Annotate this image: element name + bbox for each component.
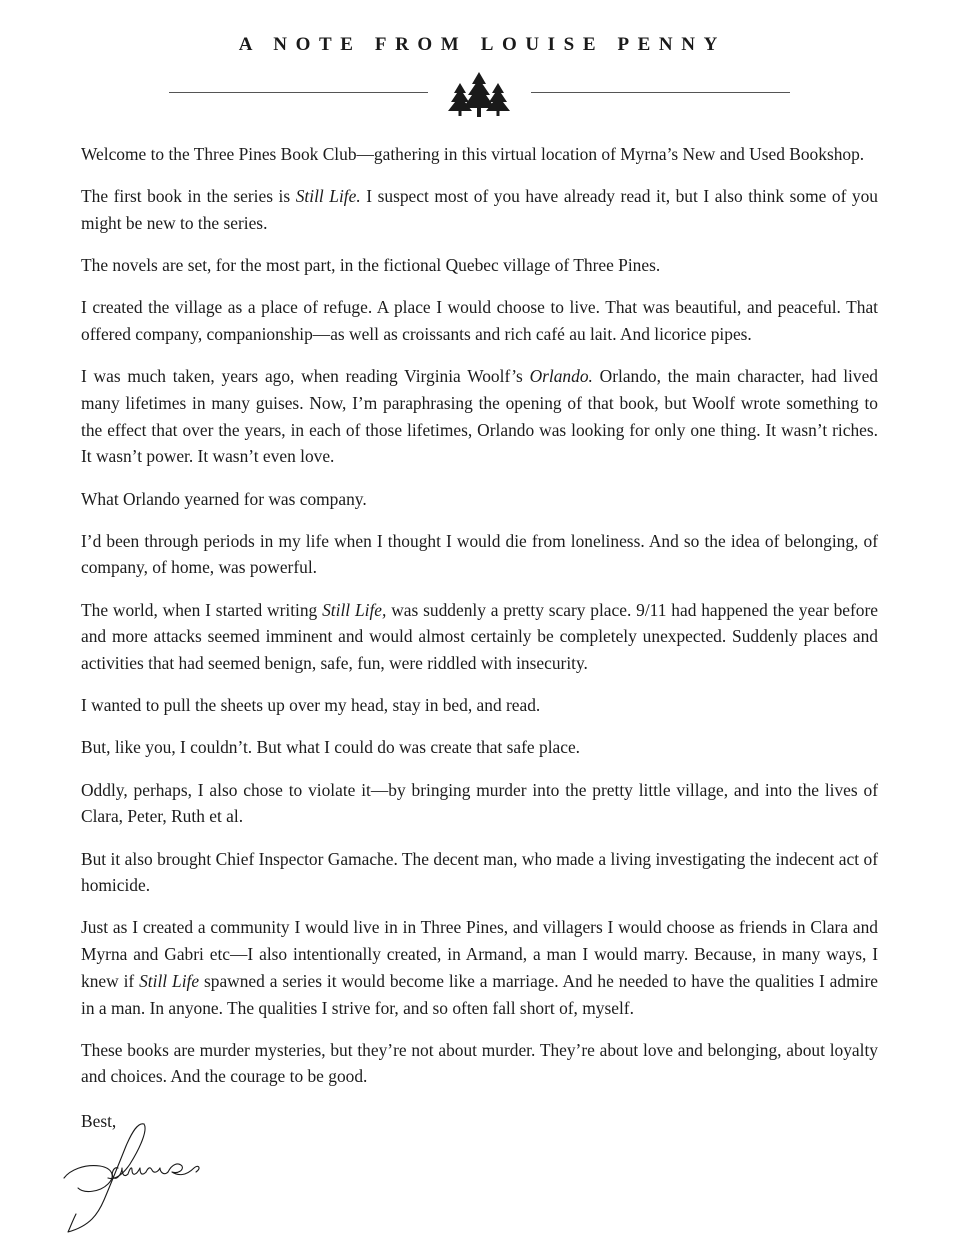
paragraph: These books are murder mysteries, but they’re not about murder. They’re about love and belonging, about loyalty and choices. And the courage to be good. (81, 1039, 878, 1087)
paragraph-text: Just as I created a community I would live in in Three Pines, and villagers I would choose as friends in Clara and Myrna and Gabri etc—I also intentionally created, in Armand, a man I would marry. Because, in many ways, I knew if (81, 917, 878, 991)
left-divider (169, 92, 428, 93)
paragraph: What Orlando yearned for was company. (81, 488, 367, 509)
closing-salutation: Best, (81, 1111, 117, 1131)
paragraph (81, 597, 878, 677)
paragraph: But, like you, I couldn’t. But what I could do was create that safe place. (81, 737, 581, 758)
paragraph: I’d been through periods in my life when I thought I would die from loneliness. And so the idea of belonging, of company, of home, was powerful. (81, 530, 878, 578)
book-title: Orlando. (529, 366, 593, 387)
right-divider (531, 92, 790, 93)
paragraph (81, 183, 878, 236)
paragraph: I wanted to pull the sheets up over my head, stay in bed, and read. (81, 695, 541, 716)
paragraph-text: was suddenly a pretty scary place. 9/11 had happened the year before and more attacks seemed imminent and would almost certainly be completely unexpected. Suddenly places and activities that had seemed benign, safe, fun, were riddled with insecurity. (81, 599, 878, 674)
paragraph-text: The first book in the series is (81, 186, 296, 207)
book-title: Still Life. (295, 186, 361, 207)
page-title: A NOTE FROM LOUISE PENNY (238, 34, 726, 55)
paragraph (81, 363, 878, 470)
paragraph (81, 914, 878, 1021)
book-title: Still Life, (322, 599, 387, 620)
paragraph-text: The world, when I started writing (81, 599, 323, 620)
paragraph-text: Orlando, the main character, had lived many lifetimes in many guises. Now, I’m paraphrasing the opening of that book, but Woolf wrote something to the effect that over the years, in each of those lifetimes, Orlando was looking for only one thing. It wasn’t riches. It wasn’t power. It wasn’t even love. (81, 366, 878, 467)
paragraph: Oddly, perhaps, I also chose to violate it—by bringing murder into the pretty little village, and into the lives of Clara, Peter, Ruth et al. (81, 779, 878, 827)
pine-trees-icon (446, 71, 512, 118)
book-title: Still Life (139, 970, 200, 991)
paragraph: Welcome to the Three Pines Book Club—gathering in this virtual location of Myrna’s New and Used Bookshop. (81, 144, 865, 164)
paragraph-text: I suspect most of you have already read it, but I also think some of you might be new to the series. (81, 186, 879, 233)
paragraph-text: spawned a series it would become like a marriage. And he needed to have the qualities I admire in a man. In anyone. The qualities I strive for, and so often fall short of, myself. (81, 970, 878, 1018)
signature-image (60, 1118, 210, 1236)
paragraph: The novels are set, for the most part, in the fictional Quebec village of Three Pines. (81, 255, 661, 276)
letter-body (81, 141, 878, 1106)
paragraph: But it also brought Chief Inspector Gamache. The decent man, who made a living investigating the indecent act of homicide. (81, 848, 878, 896)
paragraph-text: I was much taken, years ago, when reading Virginia Woolf’s (81, 366, 530, 387)
paragraph: I created the village as a place of refuge. A place I would choose to live. That was beautiful, and peaceful. That offered company, companionship—as well as croissants and rich café au lait. And licorice pipes. (81, 297, 878, 345)
